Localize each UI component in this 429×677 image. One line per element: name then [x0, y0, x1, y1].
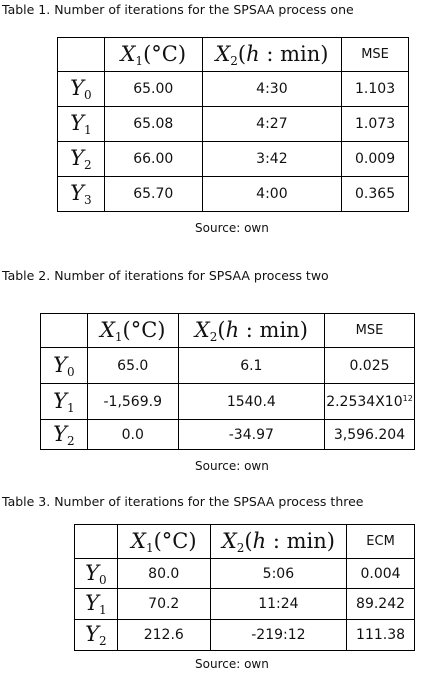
table3-cell-x2: 5:06 — [210, 559, 346, 589]
table2 — [40, 313, 415, 450]
table1-cell-x1: 66.00 — [104, 142, 202, 177]
table2-cell-x2: -34.97 — [178, 420, 324, 450]
table2-cell-x2: 1540.4 — [178, 384, 324, 420]
table2-cell-mse: 0.025 — [325, 348, 415, 384]
table3-header-ecm: ECM — [347, 525, 415, 559]
table1-caption: Table 1. Number of iterations for the SPSAA process one — [2, 2, 354, 17]
table2-caption: Table 2. Number of iterations for SPSAA process two — [2, 268, 329, 283]
table3-header-x1: $X_1(^\circ C)$ — [117, 525, 210, 559]
table2-row-label: $Y_1$ — [41, 384, 88, 420]
table1-cell-x1: 65.70 — [104, 177, 202, 212]
table2-source: Source: own — [195, 459, 269, 473]
table2-row-label: $Y_0$ — [41, 348, 88, 384]
table1-cell-x2: 4:00 — [202, 177, 341, 212]
table2-header-row — [41, 314, 415, 348]
table3-cell-x2: 11:24 — [210, 589, 346, 620]
table3-row-y0 — [75, 559, 415, 589]
table1-cell-x1: 65.00 — [104, 72, 202, 107]
table1-row-label: $Y_3$ — [58, 177, 105, 212]
table3-corner-cell — [75, 525, 118, 559]
table3-cell-x1: 70.2 — [117, 589, 210, 620]
table1-row-y0 — [58, 72, 409, 107]
table3-row-y1 — [75, 589, 415, 620]
table2-header-x2: $X_2(h$ : min) — [178, 314, 324, 348]
table3-cell-ecm: 0.004 — [347, 559, 415, 589]
table1-cell-x2: 3:42 — [202, 142, 341, 177]
table1-cell-x2: 4:30 — [202, 72, 341, 107]
table3-row-label: $Y_0$ — [75, 559, 118, 589]
table3-cell-x2: -219:12 — [210, 620, 346, 651]
table1-header-x2: $X_2(h$ : min) — [202, 38, 341, 72]
table2-header-x1: $X_1(^\circ C)$ — [87, 314, 178, 348]
table1-cell-x1: 65.08 — [104, 107, 202, 142]
table2-cell-x1: 0.0 — [87, 420, 178, 450]
table1-row-y3 — [58, 177, 409, 212]
table2-row-y0 — [41, 348, 415, 384]
table2-cell-x1: 65.0 — [87, 348, 178, 384]
table3-cell-ecm: 111.38 — [347, 620, 415, 651]
table2-cell-x2: 6.1 — [178, 348, 324, 384]
table1-cell-mse: 1.073 — [342, 107, 409, 142]
table2-row-y2 — [41, 420, 415, 450]
table3-header-row — [75, 525, 415, 559]
table2-cell-x1: -1,569.9 — [87, 384, 178, 420]
table1-cell-x2: 4:27 — [202, 107, 341, 142]
table2-row-y1 — [41, 384, 415, 420]
table3-cell-x1: 212.6 — [117, 620, 210, 651]
table2-cell-mse: $2.2534X10^{12}$ — [325, 384, 415, 420]
table1-row-label: $Y_1$ — [58, 107, 105, 142]
table3 — [74, 524, 415, 651]
table1-row-y2 — [58, 142, 409, 177]
table3-cell-ecm: 89.242 — [347, 589, 415, 620]
table1-cell-mse: 0.009 — [342, 142, 409, 177]
table1 — [57, 37, 409, 212]
table2-corner-cell — [41, 314, 88, 348]
table3-row-label: $Y_2$ — [75, 620, 118, 651]
table1-header-row — [58, 38, 409, 72]
table1-header-x1: $X_1(^\circ C)$ — [104, 38, 202, 72]
table1-corner-cell — [58, 38, 105, 72]
table1-cell-mse: 0.365 — [342, 177, 409, 212]
table3-caption: Table 3. Number of iterations for the SPSAA process three — [2, 494, 364, 509]
table3-source: Source: own — [195, 657, 269, 671]
table2-row-label: $Y_2$ — [41, 420, 88, 450]
table1-header-mse: MSE — [342, 38, 409, 72]
table3-cell-x1: 80.0 — [117, 559, 210, 589]
table1-source: Source: own — [195, 221, 269, 235]
table1-row-y1 — [58, 107, 409, 142]
table1-row-label: $Y_2$ — [58, 142, 105, 177]
table3-header-x2: $X_2(h$ : min) — [210, 525, 346, 559]
table2-header-mse: MSE — [325, 314, 415, 348]
table2-cell-mse: 3,596.204 — [325, 420, 415, 450]
table3-row-label: $Y_1$ — [75, 589, 118, 620]
table1-cell-mse: 1.103 — [342, 72, 409, 107]
table3-row-y2 — [75, 620, 415, 651]
table1-row-label: $Y_0$ — [58, 72, 105, 107]
